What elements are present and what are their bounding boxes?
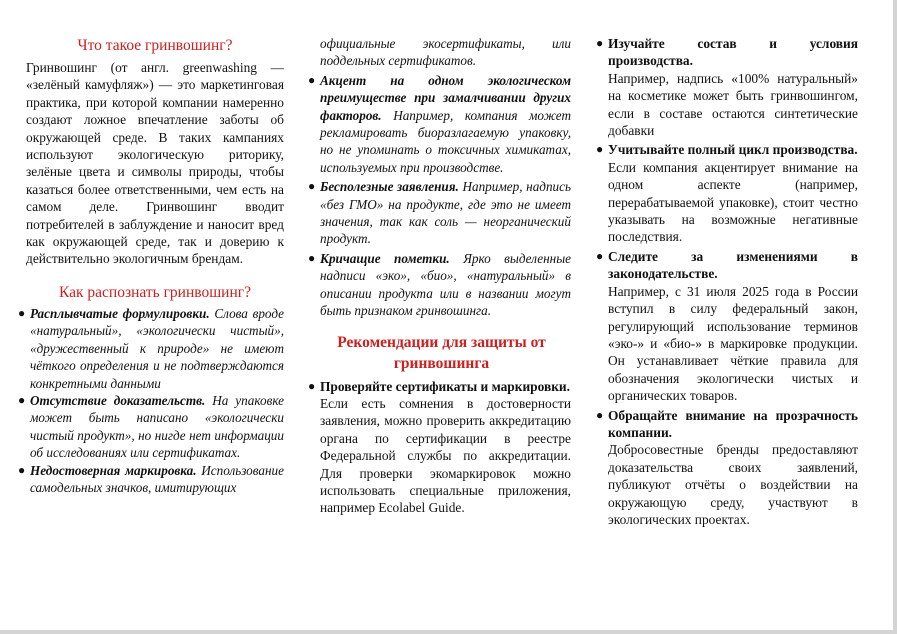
recommendation-item [596,407,858,442]
recommendation-text: Например, с 31 июля 2025 года в России вступил в силу федеральный закон, регулирующий использование терминов «эко-» и «био-» в маркировке продукции. Он устанавливает чёткие правила для обозначения экологически чистых и органических товаров. [608,283,858,404]
recommendation-title: Обращайте внимание на прозрачность компании. [608,407,858,440]
column-2 [308,35,571,517]
column-1 [18,36,285,496]
item-text: Использование самодельных значков, имитирующих [30,462,284,495]
recommendation-text: Если есть сомнения в достоверности заявления, можно проверить аккредитацию органа по сертификации в реестре Федеральной службы по аккредитации. Для проверки экомаркировок можно использовать специальные приложения, например Ecolabel Guide. [320,395,571,516]
column-3 [596,35,858,528]
continuation-text: официальные экосертификаты, или поддельных сертификатов. [320,36,571,69]
heading-recommendations: Рекомендации для защиты от гринвошинга [337,333,546,372]
item-title: Отсутствие доказательств. [30,392,206,408]
bullet-icon: ● [596,407,604,422]
item-title: Расплывчатые формулировки. [30,305,210,321]
bullet-icon: ● [308,250,316,265]
item-title: Кричащие пометки. [320,250,450,266]
bullet-icon: ● [596,36,604,50]
item-text: Ярко выделенные надписи «эко», «био», «натуральный» в описании продукта или в названии могут быть признаком гринвошинга. [320,250,571,319]
list-item [18,392,285,462]
list-item [308,178,571,248]
item-title: Акцент на одном экологическом преимуществе при замалчивании других факторов. [320,72,571,123]
bullet-icon: ● [596,248,604,263]
heading-how-to-recognize: Как распознать гринвошинг? [58,283,251,301]
intro-paragraph: Гринвошинг (от англ. greenwashing — «зелёный камуфляж») — это маркетинговая практика, при которой компании намеренно создают ложное впечатление заботы об окружающей среде. В таких кампаниях используют экологическую риторику, зелёные цвета и символы природы, чтобы казаться более ответственными, чем есть на самом деле. Гринвошинг вводит потребителей в заблуждение и наносит вред как окружающей среде, так и доверию к действительно экологичным брендам. [26,60,284,267]
bullet-icon: ● [308,72,316,87]
list-item [18,462,284,497]
item-text: Например, компания может рекламировать биоразлагаемую упаковку, но не упоминать о токсичных химикатах, используемых при производстве. [320,107,571,175]
recommendation-title: Проверяйте сертификаты и маркировки. [320,378,570,394]
recommendation-item [596,35,858,70]
recommendation-title: Изучайте состав и условия производства. [608,36,858,69]
recommendation-text: Например, надпись «100% натуральный» на косметике может быть гринвошингом, если в составе остаются синтетические добавки [608,70,858,139]
list-item [308,72,571,176]
recommendation-text: Добросовестные бренды предоставляют доказательства своих заявлений, публикуют отчёты о воздействии на окружающую среду, участвуют в экологических проектах. [608,442,858,527]
bullet-icon: ● [18,305,26,320]
item-text: Например, надпись «без ГМО» на продукте, где это не имеет значения, так как соль — неорганический продукт. [320,179,571,247]
page-right-edge [893,0,897,634]
item-text: На упаковке может быть написано «экологически чистый продукт», но нигде нет информации об исследованиях или сертификатах. [30,392,285,461]
recommendation-item [596,141,858,158]
item-title: Недостоверная маркировка. [30,462,197,478]
item-title: Бесполезные заявления. [320,179,459,195]
recommendation-item [308,378,571,395]
list-item [308,250,571,320]
bullet-icon: ● [308,378,316,393]
recommendation-title: Учитывайте полный цикл производства. [608,142,858,158]
bullet-icon: ● [596,142,604,157]
list-item [18,305,285,392]
item-text: Слова вроде «натуральный», «экологически чистый», «дружественный к природе» не имеют чёткого определения и не подтверждаются конкретными данными [30,305,285,391]
heading-what-is-greenwashing: Что такое гринвошинг? [77,37,233,54]
bullet-icon: ● [308,179,316,194]
recommendation-title: Следите за изменениями в законодательстве. [608,248,858,282]
page-bottom-edge [0,630,897,634]
bullet-icon: ● [18,462,26,477]
recommendation-text: Если компания акцентирует внимание на одном аспекте (например, перерабатываемой упаковке), стоит честно указывать на возможные негативные последствия. [608,159,858,245]
bullet-icon: ● [18,392,26,407]
recommendation-item [596,248,858,283]
